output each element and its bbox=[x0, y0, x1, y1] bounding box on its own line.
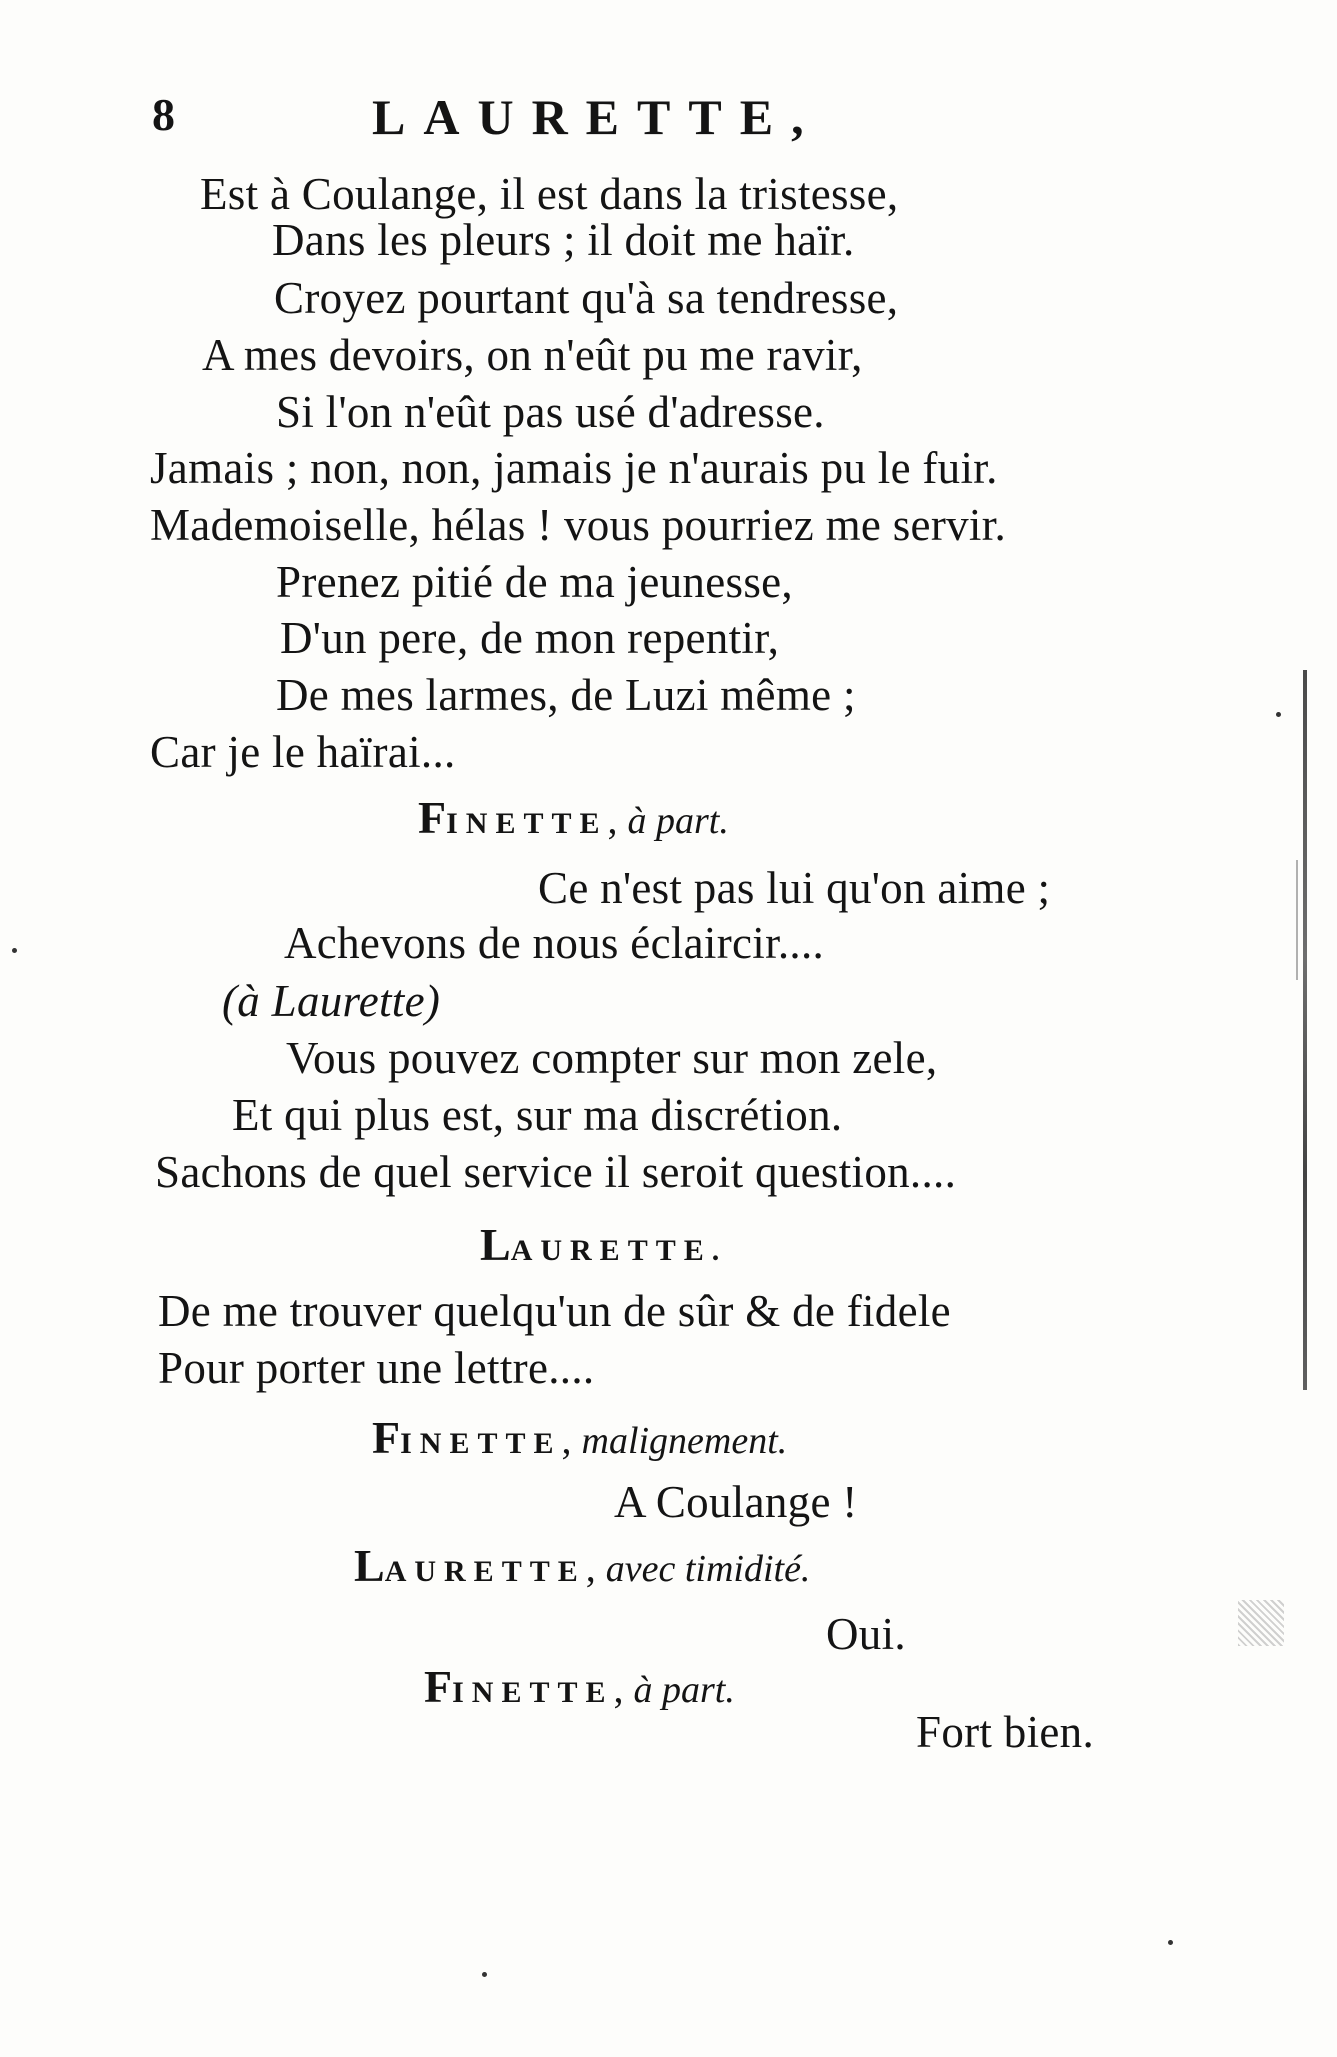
stage-direction: avec timidité. bbox=[605, 1548, 811, 1590]
speaker-name: AURETTE. bbox=[510, 1234, 728, 1267]
verse-line: Jamais ; non, non, jamais je n'aurais pu le fuir. bbox=[150, 443, 998, 493]
speaker-heading bbox=[480, 1219, 728, 1270]
verse-line: Si l'on n'eût pas usé d'adresse. bbox=[276, 387, 825, 437]
verse-line: Achevons de nous éclaircir.... bbox=[284, 918, 825, 968]
speaker-heading: FINETTE, à part. bbox=[418, 792, 729, 843]
ink-speck bbox=[12, 948, 17, 953]
running-title: LAURETTE, bbox=[372, 89, 822, 145]
verse-line: A mes devoirs, on n'eût pu me ravir, bbox=[202, 330, 863, 380]
ink-smudge bbox=[1238, 1600, 1284, 1646]
page-number: 8 bbox=[152, 89, 175, 140]
ink-speck bbox=[482, 1972, 487, 1977]
speaker-heading: LAURETTE, avec timidité. bbox=[354, 1540, 811, 1591]
stage-direction-line: (à Laurette) bbox=[222, 976, 441, 1026]
verse-line: Et qui plus est, sur ma discrétion. bbox=[232, 1090, 843, 1140]
verse-line: Prenez pitié de ma jeunesse, bbox=[276, 557, 793, 607]
page-edge-shadow bbox=[1296, 860, 1298, 980]
verse-line: A Coulange ! bbox=[614, 1477, 858, 1527]
speaker-initial: L bbox=[354, 1540, 385, 1591]
verse-line: Oui. bbox=[826, 1609, 906, 1659]
verse-line: Fort bien. bbox=[916, 1707, 1094, 1757]
page-edge-shadow bbox=[1303, 670, 1307, 1390]
verse-line: D'un pere, de mon repentir, bbox=[280, 613, 780, 663]
speaker-heading: FINETTE, malignement. bbox=[372, 1412, 788, 1463]
verse-line: De mes larmes, de Luzi même ; bbox=[276, 670, 856, 720]
verse-line: Sachons de quel service il seroit question.... bbox=[155, 1147, 957, 1197]
speaker-name: INETTE bbox=[452, 1676, 614, 1709]
speaker-initial: L bbox=[480, 1219, 511, 1270]
speaker-heading: FINETTE, à part. bbox=[424, 1661, 735, 1712]
ink-speck bbox=[1168, 1940, 1173, 1945]
speaker-initial: F bbox=[418, 792, 447, 843]
speaker-name: INETTE bbox=[446, 807, 608, 840]
speaker-initial: F bbox=[424, 1661, 453, 1712]
stage-direction: à part. bbox=[633, 1669, 735, 1711]
speaker-name: AURETTE bbox=[384, 1555, 586, 1588]
verse-line: Mademoiselle, hélas ! vous pourriez me servir. bbox=[150, 500, 1007, 550]
verse-line: Croyez pourtant qu'à sa tendresse, bbox=[274, 273, 899, 323]
verse-line: Ce n'est pas lui qu'on aime ; bbox=[538, 863, 1051, 913]
verse-line: Car je le haïrai... bbox=[150, 727, 456, 777]
ink-speck bbox=[1276, 712, 1281, 717]
verse-line: Vous pouvez compter sur mon zele, bbox=[286, 1033, 938, 1083]
verse-line: Est à Coulange, il est dans la tristesse, bbox=[200, 169, 899, 219]
verse-line: De me trouver quelqu'un de sûr & de fidele bbox=[158, 1286, 951, 1336]
stage-direction: à part. bbox=[627, 800, 729, 842]
speaker-initial: F bbox=[372, 1412, 401, 1463]
verse-line: Dans les pleurs ; il doit me haïr. bbox=[272, 215, 855, 265]
stage-direction: malignement. bbox=[581, 1420, 788, 1462]
speaker-name: INETTE bbox=[400, 1427, 562, 1460]
verse-line: Pour porter une lettre.... bbox=[158, 1343, 595, 1393]
